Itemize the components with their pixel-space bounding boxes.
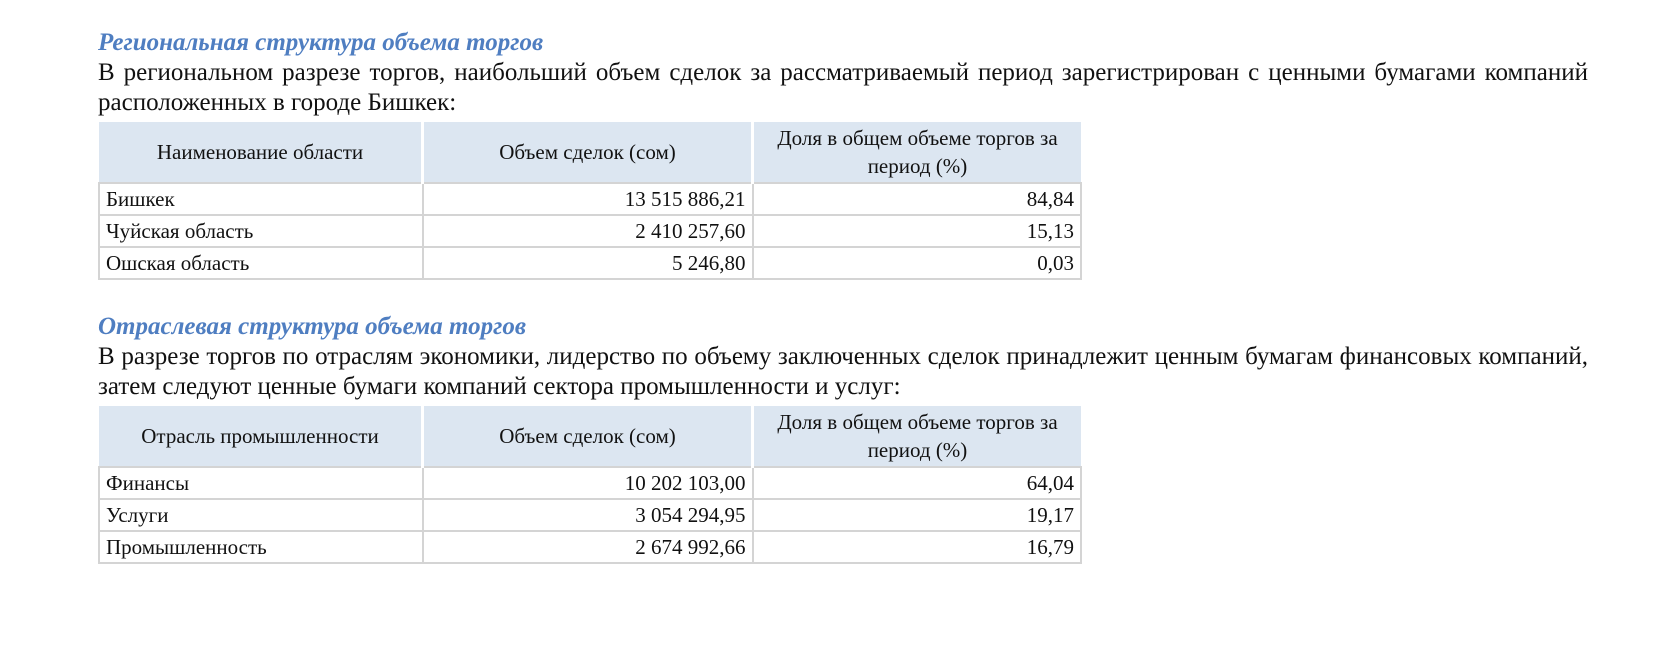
region-share: 84,84 — [753, 183, 1082, 215]
table-header-row — [99, 406, 1081, 467]
table-row — [99, 183, 1081, 215]
column-header-volume: Объем сделок (сом) — [423, 122, 753, 183]
table-header-row — [99, 122, 1081, 183]
sector-name: Промышленность — [99, 531, 423, 563]
table-row — [99, 215, 1081, 247]
column-header-share: Доля в общем объеме торгов за период (%) — [753, 406, 1082, 467]
sectoral-table — [98, 406, 1082, 564]
table-row — [99, 499, 1081, 531]
sector-volume: 3 054 294,95 — [423, 499, 753, 531]
region-volume: 13 515 886,21 — [423, 183, 753, 215]
column-header-share: Доля в общем объеме торгов за период (%) — [753, 122, 1082, 183]
sector-share: 16,79 — [753, 531, 1082, 563]
column-header-region: Наименование области — [99, 122, 423, 183]
region-name: Бишкек — [99, 183, 423, 215]
region-share: 0,03 — [753, 247, 1082, 279]
sectoral-heading: Отраслевая структура объема торгов — [98, 313, 527, 340]
region-volume: 2 410 257,60 — [423, 215, 753, 247]
region-share: 15,13 — [753, 215, 1082, 247]
regional-paragraph: В региональном разрезе торгов, наибольший объем сделок за рассматриваемый период зарегистрирован с ценными бумагами компаний расположенных в городе Бишкек: — [98, 59, 1588, 116]
region-name: Ошская область — [99, 247, 423, 279]
table-row — [99, 467, 1081, 499]
table-row — [99, 531, 1081, 563]
sector-name: Финансы — [99, 467, 423, 499]
sector-volume: 10 202 103,00 — [423, 467, 753, 499]
region-name: Чуйская область — [99, 215, 423, 247]
table-row — [99, 247, 1081, 279]
regional-heading: Региональная структура объема торгов — [98, 29, 544, 56]
sector-volume: 2 674 992,66 — [423, 531, 753, 563]
sectoral-paragraph: В разрезе торгов по отраслям экономики, лидерство по объему заключенных сделок принадлежит ценным бумагам финансовых компаний, затем следуют ценные бумаги компаний сектора промышленности и услуг: — [98, 343, 1588, 400]
section-spacer — [98, 280, 1588, 312]
region-volume: 5 246,80 — [423, 247, 753, 279]
sector-share: 64,04 — [753, 467, 1082, 499]
regional-table — [98, 122, 1082, 280]
column-header-sector: Отрасль промышленности — [99, 406, 423, 467]
sector-name: Услуги — [99, 499, 423, 531]
document-page — [98, 28, 1588, 564]
sector-share: 19,17 — [753, 499, 1082, 531]
column-header-volume: Объем сделок (сом) — [423, 406, 753, 467]
